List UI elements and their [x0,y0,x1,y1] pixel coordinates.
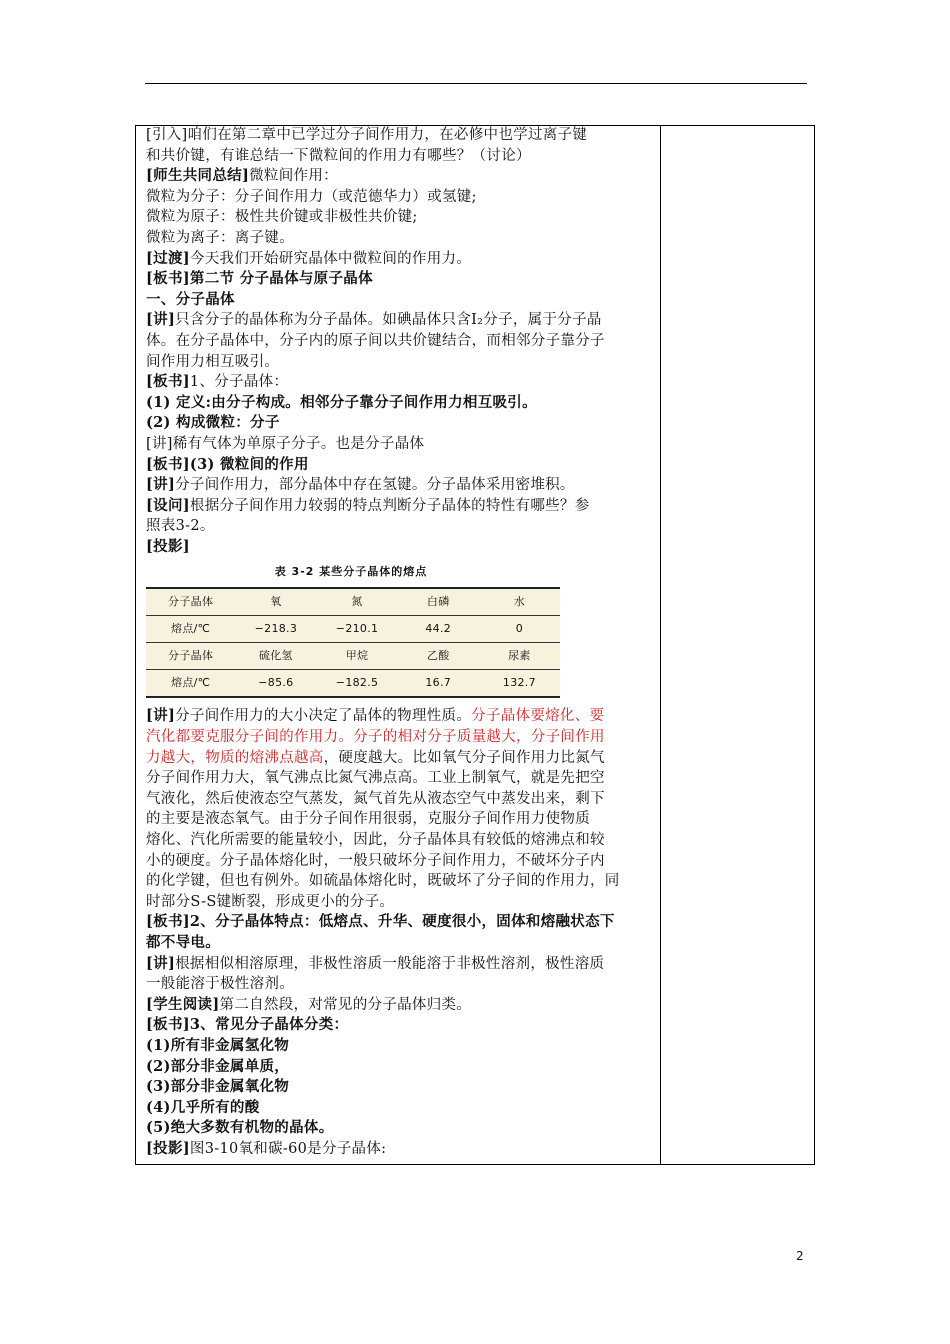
table-row: 分子晶体 氧 氮 白磷 水 [146,589,560,616]
line-31: 时部分S-S键断裂，形成更小的分子。 [146,893,395,910]
header-rule [145,83,807,84]
line-8: [板书]第二节 分子晶体与原子晶体 [146,270,373,288]
line-36: [学生阅读]第二自然段，对常见的分子晶体归类。 [146,995,472,1013]
line-7: [过渡]今天我们开始研究晶体中微粒间的作用力。 [146,249,472,267]
page-number: 2 [796,1249,804,1263]
line-42: (5)绝大多数有机物的晶体。 [146,1119,334,1137]
line-39: (2)部分非金属单质， [146,1057,290,1075]
column-divider [660,125,661,1165]
line-29: 小的硬度。分子晶体熔化时，一般只破坏分子间作用力，不破坏分子内 [146,852,605,869]
line-17: [板书](3) 微粒间的作用 [146,455,309,473]
table-row: 熔点/℃ −85.6 −182.5 16.7 132.7 [171,676,536,690]
line-34: [讲]根据相似相溶原理，非极性溶质一般能溶于非极性溶剂，极性溶质 [146,954,605,972]
table-caption: 表 3-2 某些分子晶体的熔点 [274,565,428,579]
line-18: [讲]分子间作用力，部分晶体中存在氢键。分子晶体采用密堆积。 [146,476,575,494]
line-10: [讲]只含分子的晶体称为分子晶体。如碘晶体只含I₂分子，属于分子晶 [146,311,602,329]
line-5: 微粒为原子：极性共价键或非极性共价键; [146,209,418,226]
line-26: 气液化，然后使液态空气蒸发，氮气首先从液态空气中蒸发出来，剩下 [146,790,605,807]
line-11: 体。在分子晶体中，分子内的原子间以共价键结合，而相邻分子靠分子 [146,332,605,349]
line-12: 间作用力相互吸引。 [146,353,280,370]
lesson-content [146,125,656,1160]
line-1: [引入]咱们在第二章中已学过分子间作用力，在必修中也学过离子键 [146,127,588,143]
line-27: 的主要是液态氧气。由于分子间作用很弱，克服分子间作用力使物质 [146,811,590,828]
line-21: [投影] [146,537,190,555]
line-33: 都不导电。 [146,934,220,951]
line-13: [板书]1、分子晶体： [146,373,289,391]
line-4: 微粒为分子：分子间作用力（或范德华力）或氢键; [146,188,477,205]
melting-point-table [146,587,560,698]
line-38: (1)所有非金属氢化物 [146,1036,290,1054]
line-30: 的化学键，但也有例外。如硫晶体熔化时，既破坏了分子间的作用力，同 [146,873,620,890]
table-row: 分子晶体 硫化氢 甲烷 乙酸 尿素 [146,643,560,670]
line-6: 微粒为离子：离子键。 [146,229,294,246]
line-2: 和共价键，有谁总结一下微粒间的作用力有哪些？（讨论） [146,147,531,164]
line-9: 一、分子晶体 [146,290,235,308]
line-28: 熔化、汽化所需要的能量较小，因此，分子晶体具有较低的熔沸点和较 [146,832,605,849]
line-22: [讲]分子间作用力的大小决定了晶体的物理性质。分子晶体要熔化、要 [146,707,605,725]
line-41: (4)几乎所有的酸 [146,1098,260,1116]
line-20: 照表3-2。 [146,518,215,535]
line-24: 力越大，物质的熔沸点越高，硬度越大。比如氧气分子间作用力比氮气 [146,749,605,766]
line-40: (3)部分非金属氧化物 [146,1078,290,1096]
line-16: [讲]稀有气体为单原子分子。也是分子晶体 [146,435,425,452]
line-3: [师生共同总结]微粒间作用： [146,167,338,185]
line-43: [投影]图3-10氧和碳-60是分子晶体: [146,1139,387,1157]
line-35: 一般能溶于极性溶剂。 [146,976,294,993]
table-row: 熔点/℃ −218.3 −210.1 44.2 0 [146,616,560,643]
line-37: [板书]3、常见分子晶体分类： [146,1016,349,1034]
line-19: [设问]根据分子间作用力较弱的特点判断分子晶体的特性有哪些？参 [146,496,590,514]
line-32: [板书]2、分子晶体特点：低熔点、升华、硬度很小，固体和熔融状态下 [146,913,615,931]
line-25: 分子间作用力大，氧气沸点比氮气沸点高。工业上制氧气，就是先把空 [146,770,605,787]
line-15: (2) 构成微粒：分子 [146,414,280,432]
line-23: 汽化都要克服分子间的作用力。分子的相对分子质量越大，分子间作用 [146,729,605,746]
line-14: (1) 定义:由分子构成。相邻分子靠分子间作用力相互吸引。 [146,393,537,411]
